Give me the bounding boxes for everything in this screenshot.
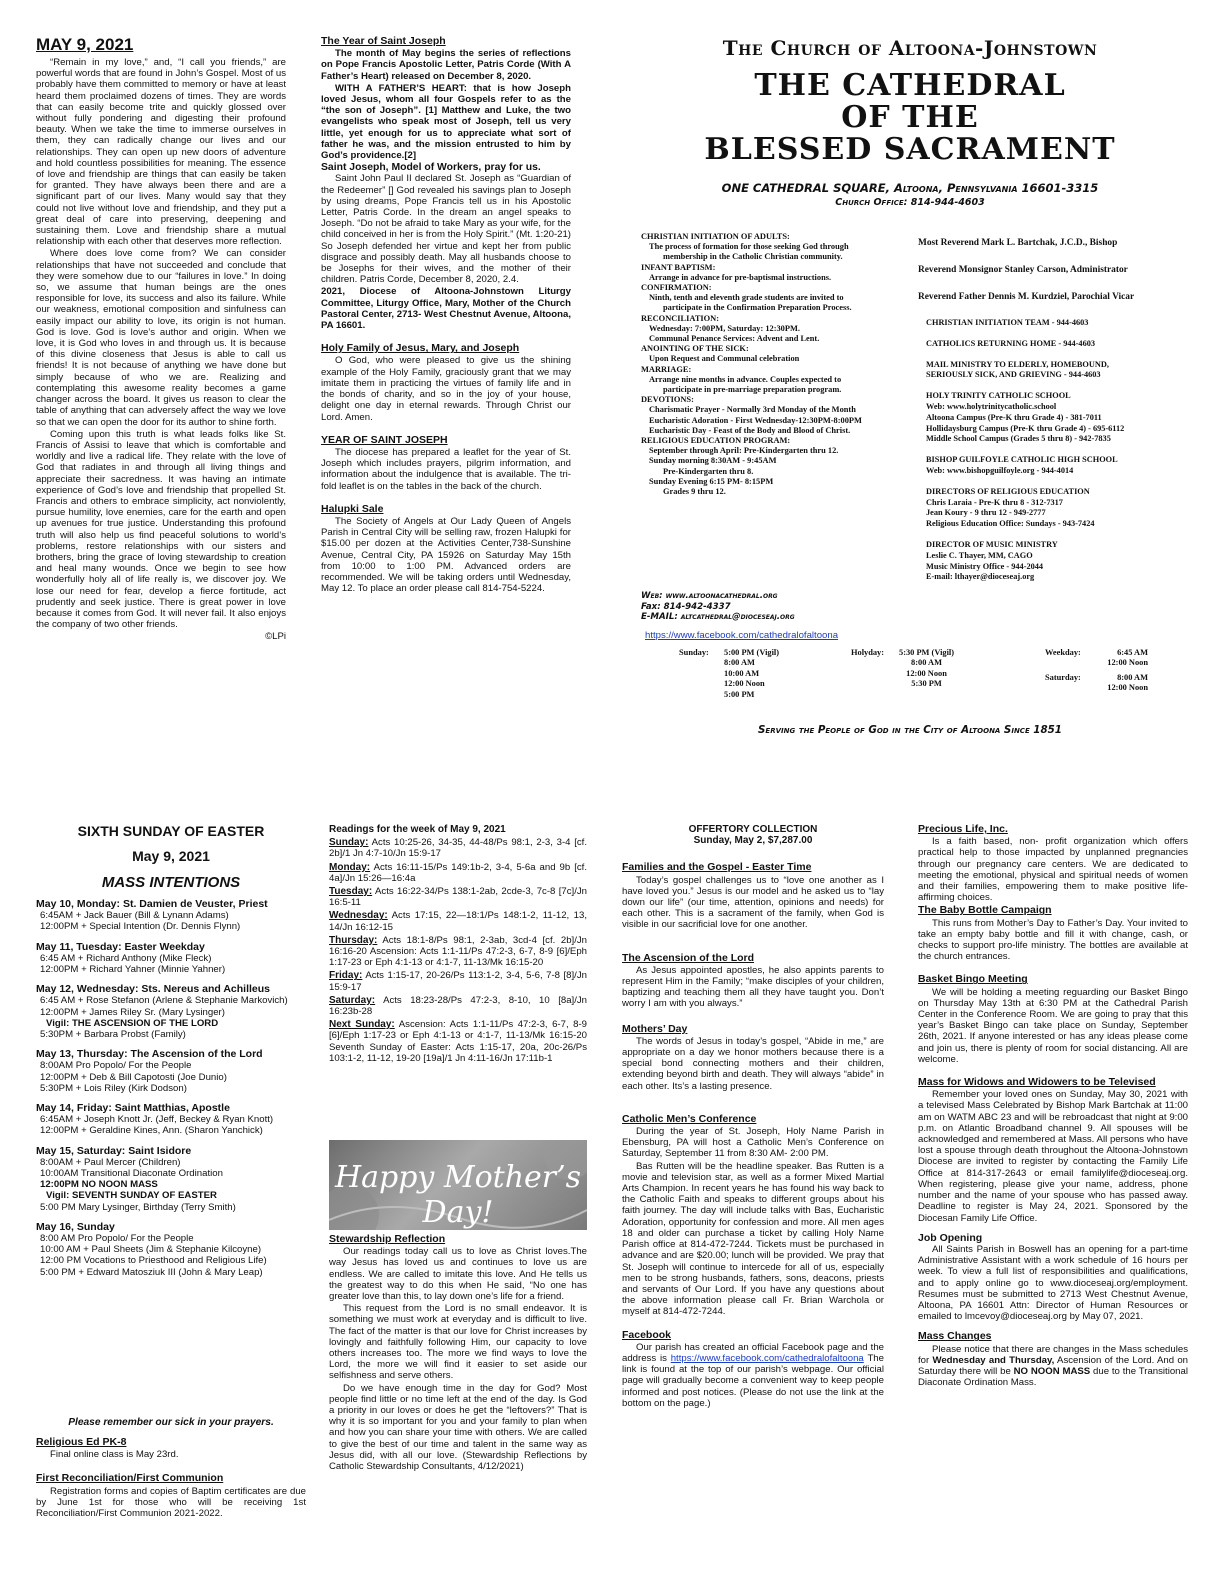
contact-line: DIRECTOR OF MUSIC MINISTRY	[926, 539, 1058, 549]
basket-bingo-text: We will be holding a meeting reguarding our Basket Bingo on Thursday May 13th at 6:30 PM at the Cathedral Parish Center in the Conference Room. We are going to pray that this year’s Basket Bingo can take place on Sunday, September 26th, 2021. If anyone interested or has any ideas please come and join us, there is plenty of room for social distancing. All are welcome.	[918, 986, 1188, 1065]
service-detail: Wednesday: 7:00PM, Saturday: 12:30PM.	[649, 323, 800, 333]
service-heading: CHRISTIAN INITIATION OF ADULTS:	[641, 232, 790, 241]
intention-line: 12:00PM + Richard Yahner (Minnie Yahner)	[40, 964, 226, 976]
reading-day: Sunday:	[329, 837, 369, 849]
intention-day: May 13, Thursday: The Ascension of the Lord	[36, 1048, 263, 1061]
leaflet-text: The diocese has prepared a leaflet for the year of St. Joseph which includes prayers, pilgrim information, and information about the indulgence that is available. The tri-fold leaflet is on the tables in the back of the church.	[321, 446, 571, 492]
facebook-text-post: The link is found at the top of our parish’s webpage. Our official page will gradually become a convenient way to keep people informed and post notices. (Please do not use the link at the bottom on the page.)	[622, 1352, 884, 1409]
service-detail: membership in the Catholic Christian community.	[663, 252, 843, 262]
church-address: ONE CATHEDRAL SQUARE, Altoona, Pennsylvania 16601-3315	[721, 181, 1099, 195]
reading-day: Tuesday:	[329, 886, 373, 898]
sunday-mass-time: 5:00 PM (Vigil)	[724, 648, 780, 657]
holyday-mass-time: 5:30 PM (Vigil)	[899, 648, 955, 657]
reading-entry	[329, 862, 587, 884]
right-column	[918, 824, 1188, 1389]
reading-entry	[329, 886, 587, 908]
mothers-day-title: Mothers’ Day	[622, 1022, 688, 1035]
mothers-day-text: The words of Jesus in today’s gospel, “Abide in me,” are appropriate on a day we honor mothers because there is a special bond connecting mothers and their children, extending beyond birth and death. They will always “abide” in each other. Its’s a lasting presence.	[622, 1035, 884, 1092]
contact-line: CHRISTIAN INITIATION TEAM - 944-4603	[926, 318, 1089, 327]
service-heading: ANOINTING OF THE SICK:	[641, 344, 749, 354]
fax-number: Fax: 814-942-4337	[641, 601, 731, 612]
intention-line: 12:00PM + Special Intention (Dr. Dennis Flynn)	[40, 921, 241, 933]
intention-day: May 12, Wednesday: Sts. Nereus and Achilleus	[36, 983, 270, 996]
reflection-paragraph: Coming upon this truth is what leads folks like St. Francis of Assisi to leave that which is comfortable and worldly and live a radical life. They relate with the love of God that radiates in and through all living things and appreciate their sacredness. It was having an intimate experience of God’s love and friendship that propelled St. Francis and others to embrace simplicity, act nonviolently, pursue humility, love enemies, care for the earth and open up avenues for true justice. Understanding this profound truth will also help us find peaceful solutions to world’s problems, restore relationships with our sisters and brothers, bring the grace of loving stewardship to creation and heal many wounds. Once we begin to see how wonderfully holy all of life really is, we discover joy. We lose our need for fear, develop a fierce fortitude, act prudently and seek justice. There is great power in love because it comes from God. It will never fail. It also enjoys the company of two other friends.	[36, 428, 286, 631]
year-of-st-joseph-title: The Year of Saint Joseph	[321, 35, 446, 47]
intention-line: 12:00PM + Geraldine Kines, Ann. (Sharon Yanchick)	[40, 1125, 263, 1137]
intention-line: 12:00PM + James Riley Sr. (Mary Lysinger)	[40, 1006, 225, 1018]
intention-line: 12:00PM NO NOON MASS	[40, 1179, 158, 1191]
halupki-text: The Society of Angels at Our Lady Queen of Angels Parish in Central City will be selling raw, frozen Halupki for $15.00 per dozen at the Activities Center,738-Sunshine Avenue, Central City, PA 15926 on Saturday May 15th from 10:00 to 1:00 PM. Advanced orders are recommended. We will be taking orders until Wednesday, May 12. To place an order please call 814-754-5224.	[321, 515, 571, 595]
holy-family-text: O God, who were pleased to give us the shining example of the Holy Family, graciously grant that we may imitate them in practicing the virtues of family life and in the bonds of charity, and so in the joy of your house, delight one day in eternal rewards. Through Christ our Lord. Amen.	[321, 355, 571, 423]
reading-citations: Acts 1:15-17, 20-26/Ps 113:1-2, 3-4, 5-6, 7-8 [8]/Jn 15:9-17	[329, 970, 587, 993]
intention-line: 12:00PM + Deb & Bill Capotosti (Joe Dunio)	[40, 1071, 227, 1083]
reading-entry	[329, 837, 587, 859]
intention-day: May 15, Saturday: Saint Isidore	[36, 1144, 192, 1157]
facebook-page-link[interactable]: https://www.facebook.com/cathedralofaltoona	[670, 1352, 864, 1364]
no-noon-mass: NO NOON MASS	[1013, 1365, 1091, 1377]
basket-bingo-title: Basket Bingo Meeting	[918, 973, 1028, 986]
model-credit: 2021, Diocese of Altoona-Johnstown Liturgy Committee, Liturgy Office, Mary, Mother of the Church Pastoral Center, 2713- West Chestnut Avenue, Altoona, PA 16601.	[321, 286, 571, 332]
contact-line: Jean Koury - 9 thru 12 - 949-2777	[926, 508, 1046, 518]
contact-group	[926, 339, 1196, 350]
ministry-contacts	[926, 318, 1196, 593]
contact-line: E-mail: lthayer@dioceseaj.org	[926, 572, 1035, 582]
holyday-times	[899, 648, 954, 690]
leaflet-title: YEAR OF SAINT JOSEPH	[321, 433, 448, 446]
reading-day: Monday:	[329, 861, 371, 873]
mens-conference-text: During the year of St. Joseph, Holy Name Parish in Ebensburg, PA will host a Catholic Men’s Conference on Saturday, September 11 from 8:30 AM- 2:00 PM.	[622, 1126, 884, 1160]
ascension-title: The Ascension of the Lord	[622, 951, 755, 964]
stewardship-title: Stewardship Reflection	[329, 1233, 446, 1245]
weekday-times	[1096, 648, 1148, 669]
contact-line: Chris Laraia - Pre-K thru 8 - 312-7317	[926, 497, 1063, 507]
contact-group	[926, 540, 1196, 583]
holyday-label: Holyday:	[851, 648, 885, 657]
intention-day: May 16, Sunday	[36, 1220, 115, 1233]
baby-bottle-text: This runs from Mother’s Day to Father’s Day. Your invited to take an empty baby bottle and fill it with change, cash, or checks to support pro-life ministry. The bottles are available at the church entrances.	[918, 917, 1188, 963]
contact-line: MAIL MINISTRY TO ELDERLY, HOMEBOUND,	[926, 359, 1109, 369]
reading-entry	[329, 970, 587, 992]
contact-block	[641, 591, 901, 623]
saturday-times	[1096, 673, 1148, 694]
model-of-workers-title: Saint Joseph, Model of Workers, pray for us.	[321, 162, 541, 174]
credit: ©LPi	[265, 631, 286, 643]
reading-entry	[329, 1019, 587, 1064]
contact-line: Leslie C. Thayer, MM, CAGO	[926, 550, 1033, 560]
intention-line: 5:00 PM Mary Lysinger, Birthday (Terry Smith)	[40, 1201, 236, 1213]
service-detail: The process of formation for those seeking God through	[649, 242, 849, 252]
holyday-mass-time: 5:30 PM	[911, 679, 942, 689]
reading-day: Friday:	[329, 970, 363, 982]
service-detail: Sunday morning 8:30AM - 9:45AM	[649, 456, 777, 466]
service-detail: Charismatic Prayer - Normally 3rd Monday of the Month	[649, 405, 856, 415]
stewardship-block	[329, 1234, 587, 1473]
holyday-mass-time: 12:00 Noon	[906, 668, 947, 678]
sunday-mass-time: 12:00 Noon	[724, 679, 765, 689]
sunday-mass-time: 10:00 AM	[724, 668, 760, 678]
church-name: The Church of Altoona-Johnstown	[722, 36, 1098, 60]
service-detail: Communal Penance Services: Advent and Lent.	[649, 334, 820, 344]
mass-changes-pre: Please notice that there are changes in the Mass schedules for	[918, 1343, 1188, 1366]
contact-line: SERIOUSLY SICK, AND GRIEVING - 944-4603	[926, 370, 1101, 380]
mass-changes-text	[918, 1344, 1188, 1389]
reading-entry	[329, 910, 587, 932]
religious-ed-block	[36, 1437, 306, 1520]
job-opening-title: Job Opening	[918, 1231, 983, 1244]
mass-changes-title: Mass Changes	[918, 1330, 992, 1343]
reflection-paragraph: Where does love come from? We can consider relationships that have not succeeded and conclude that they were somehow due to our “failures in love.” In doing so, we assume that human beings are the ones responsible for love, its success and also its failure. While our weakness, emotional composition and sinfulness can easily impact our ability to love, its origin is not human. God is love. God is love’s author and origin. When we love, it is God who loves in and through us. It is because of this divine closeness that Jesus is able to call us friends! It is not because of anything we have done but simply because of who we are. Realizing and contemplating this awesome reality becomes a game changer across the board. It gives us reason to clear the table of anything that can adversely affect the way we love so that we can open the door for its author to shine forth.	[36, 248, 286, 428]
banner-text: Happy Mother’s Day!	[334, 1160, 582, 1230]
service-detail: Eucharistic Adoration - First Wednesday-12:30PM-8:00PM	[649, 415, 862, 425]
halupki-title: Halupki Sale	[321, 502, 384, 515]
sick-prayer-note: Please remember our sick in your prayers.	[68, 1417, 274, 1428]
cathedral-title-line: OF THE	[841, 100, 979, 135]
mass-changes-days: Wednesday and Thursday,	[932, 1354, 1055, 1366]
cathedral-title-line: THE CATHEDRAL	[754, 68, 1066, 103]
intention-line: 8:00AM + Paul Mercer (Children)	[40, 1156, 181, 1168]
readings-list	[329, 837, 587, 1064]
holyday-mass-time: 8:00 AM	[911, 658, 942, 668]
intention-line: 5:30PM + Barbara Probst (Family)	[40, 1029, 186, 1041]
contact-line: Religious Education Office: Sundays - 943-7424	[926, 519, 1095, 529]
contact-line: Web: www.holytrinitycatholic.school	[926, 401, 1057, 411]
intentions-title: MASS INTENTIONS	[101, 874, 241, 891]
readings-column	[329, 824, 587, 1064]
religious-ed-title: Religious Ed PK-8	[36, 1436, 127, 1448]
clergy-name: Reverend Father Dennis M. Kurdziel, Parochial Vicar	[918, 292, 1135, 302]
clergy-list	[918, 238, 1188, 303]
services-list	[641, 232, 906, 497]
offertory-amount: Sunday, May 2, $7,287.00	[693, 835, 813, 847]
service-detail: Eucharistic Day - Feast of the Body and Blood of Christ.	[649, 425, 851, 435]
weekday-mass-time: 6:45 AM	[1117, 648, 1148, 657]
contact-group	[926, 360, 1196, 382]
intention-line: 6:45 AM + Rose Stefanon (Arlene & Stephanie Markovich)	[40, 995, 288, 1007]
service-detail: Sunday Evening 6:15 PM- 8:15PM	[649, 476, 774, 486]
mothers-day-banner	[329, 1140, 587, 1230]
service-heading: RECONCILIATION:	[641, 313, 720, 323]
service-detail: Upon Request and Communal celebration	[649, 354, 800, 364]
tagline: Serving the People of God in the City of Altoona Since 1851	[758, 724, 1062, 736]
contact-line: CATHOLICS RETURNING HOME - 944-4603	[926, 338, 1096, 348]
mass-changes-mid: Ascension of the Lord. And on Saturday there will be	[918, 1354, 1188, 1377]
first-communion-text: Registration forms and copies of Baptim certificates are due by June 1st for those who will be receiving 1st Reconciliation/First Communion 2021-2022.	[36, 1485, 306, 1520]
sunday-times	[724, 648, 779, 700]
service-detail: participate in pre-marriage preparation program.	[663, 385, 842, 395]
families-gospel-title: Families and the Gospel - Easter Time	[622, 861, 812, 874]
intention-line: 12:00 PM Vocations to Priesthood and Religious Life)	[40, 1255, 267, 1267]
sunday-title: SIXTH SUNDAY OF EASTER	[77, 823, 265, 839]
fathers-heart: WITH A FATHER’S HEART: that is how Joseph loved Jesus, whom all four Gospels refer to as the “the son of Joseph”. [1] Matthew and Luke, the two evangelists who speak most of Joseph, tell us very little, yet enough for us to appreciate what sort of father he was, and the mission entrusted to him by God’s providence.[2]	[321, 82, 571, 162]
reading-citations: Acts 16:11-15/Ps 149:1b-2, 3-4, 5-6a and 9b [cf. 4a]/Jn 15:26—16:4a	[329, 861, 587, 884]
precious-life-text: Is a faith based, non- profit organization which offers practical help to those impacted by unplanned pregnancies through our pregnancy care centers. We are dedicated to meeting the emotional, physical and spiritual needs of women and their families, empowering them to make positive life-affirming choices.	[918, 836, 1188, 904]
job-opening-text: All Saints Parish in Boswell has an opening for a part-time Administrative Assistant with a work schedule of 16 hours per week. To view a full list of responsibilities and qualifications, and to apply online go to www.dioceseaj.org/employment. Resumes must be submitted to 2713 West Chestnut Avenue, Altoona, PA 16601 Attn: Director of Human Resources or emailed to lmcevoy@dioceseaj.org by May 07, 2021.	[918, 1243, 1188, 1323]
service-detail: Arrange nine months in advance. Couples expected to	[649, 374, 842, 384]
intention-line: 8:00 AM Pro Popolo/ For the People	[40, 1233, 194, 1245]
stewardship-paragraph: Our readings today call us to love as Christ loves.The way Jesus has loved us and continues to love us are endless. We are called to imitate this love. And He tells us the greatest way to do this when He said, “No one has greater love than this, to lay down one’s life for a friend.	[329, 1246, 587, 1303]
contact-group	[926, 455, 1196, 477]
contact-line: Web: www.bishopguilfoyle.org - 944-4014	[926, 465, 1074, 475]
widows-mass-title: Mass for Widows and Widowers to be Televised	[918, 1076, 1156, 1089]
intention-day: May 10, Monday: St. Damien de Veuster, Priest	[36, 898, 268, 910]
service-detail: Pre-Kindergarten thru 8.	[663, 466, 754, 476]
contact-group	[926, 318, 1196, 329]
reading-citations: Acts 18:1-8/Ps 98:1, 2-3ab, 3cd-4 [cf. 2b]/Jn 16:16-20 Ascension: Acts 1:1-11/Ps 47:2-3, 6-7, 8-9 [6]/Eph 1:17-23 or Eph 4:1-13 or 4:1-7, 11-13/Mk 16:15-20	[329, 934, 587, 969]
reading-citations: Acts 16:22-34/Ps 138:1-2ab, 2cde-3, 7c-8 [7c]/Jn 16:5-11	[329, 886, 587, 909]
religious-ed-text: Final online class is May 23rd.	[50, 1449, 179, 1461]
intention-day: May 11, Tuesday: Easter Weekday	[36, 940, 205, 953]
date-title: MAY 9, 2021	[36, 35, 134, 54]
reading-citations: Acts 10:25-26, 34-35, 44-48/Ps 98:1, 2-3, 3-4 [cf. 2b]/1 Jn 4:7-10/Jn 15:9-17	[329, 837, 587, 860]
web-address[interactable]: Web: www.altoonacathedral.org	[641, 591, 778, 601]
mens-conference-text: Bas Rutten will be the headline speaker. Bas Rutten is a movie and television star, as well as a former Mixed Martial Arts Champion. In recent years he has found his way back to the Catholic Faith and speaks to different groups about his faith journey. The day will include talks with Bas, Eucharistic Adoration, opportunity for confession and more. All men ages 18 and older can purchase a ticket by calling Holy Name Parish office at 814-472-7244. Tickets must be purchased in advance and are $20.00; lunch will be provided. We pray that St. Joseph will continue to intercede for all of us, especially men to be strong husbands, fathers, sons, deacons, priests and servants of Our Lord. If you have any questions about the above information please call Fr. Brian Warchola or myself at 814-472-7244.	[622, 1160, 884, 1318]
saint-joseph-column	[321, 36, 571, 595]
readings-title: Readings for the week of May 9, 2021	[329, 824, 506, 835]
sunday-label: Sunday:	[679, 648, 709, 657]
saturday-label: Saturday:	[1045, 673, 1081, 682]
intention-line: 6:45 AM + Richard Anthony (Mike Fleck)	[40, 952, 212, 964]
reading-citations: Acts 18:23-28/Ps 47:2-3, 8-10, 10 [8a]/Jn 16:23b-28	[329, 994, 587, 1018]
service-heading: DEVOTIONS:	[641, 395, 694, 405]
reading-day: Thursday:	[329, 934, 378, 946]
reading-entry	[329, 935, 587, 969]
service-heading: CONFIRMATION:	[641, 283, 712, 293]
contact-group	[926, 391, 1196, 445]
facebook-link[interactable]: https://www.facebook.com/cathedralofaltoona	[645, 630, 839, 641]
offertory-title: OFFERTORY COLLECTION	[688, 824, 818, 835]
facebook-title: Facebook	[622, 1328, 672, 1341]
service-heading: RELIGIOUS EDUCATION PROGRAM:	[641, 436, 791, 446]
reading-day: Saturday:	[329, 994, 376, 1006]
mass-changes-post: due to the Transitional Diaconate Ordination Mass.	[918, 1365, 1188, 1389]
offertory-column	[622, 824, 884, 1410]
mens-conference-title: Catholic Men’s Conference	[622, 1112, 757, 1125]
contact-group	[926, 487, 1196, 530]
reading-citations: Ascension: Acts 1:1-11/Ps 47:2-3, 6-7, 8-9 [6]/Eph 1:17-23 or Eph 4:1-13 or 4:1-7, 11-13/Mk 16:15-20 Seventh Sunday of Easter: Acts 1:15-17, 20a, 20c-26/Ps 103:1-2, 11-12, 19-20 [19a]/1 Jn 4:11-16/Jn 17:11b-1	[329, 1019, 588, 1064]
contact-line: DIRECTORS OF RELIGIOUS EDUCATION	[926, 486, 1090, 496]
service-detail: Ninth, tenth and eleventh grade students are invited to	[649, 293, 844, 303]
service-detail: Arrange in advance for pre-baptismal instructions.	[649, 272, 832, 282]
service-detail: Grades 9 thru 12.	[663, 487, 726, 497]
sunday-mass-time: 8:00 AM	[724, 658, 755, 668]
reading-citations: Acts 17:15, 22—18:1/Ps 148:1-2, 11-12, 13, 14/Jn 16:12-15	[329, 910, 587, 933]
reflection-paragraph: “Remain in my love,” and, “I call you friends,” are powerful words that are found in John’s Gospel. Most of us probably have them committed to memory or have at least heard them proclaimed dozens of times. They are words that can easily become trite and quickly glossed over without fully pondering and digesting their profound beauty. When we take the time to immerse ourselves in them, they can radically change our lives and our relationships. They can open up new doors of adventure and hold countless possibilities for meaning. The essence of love and friendship are things that can easily be taken for granted. They have always been there and are a significant part of our lives. Many would say that they could not live without love and friendship, and they put a great deal of care into preserving, deepening and sustaining them. Love and friendship share a mutual relationship with each other that deserves more reflection.	[36, 57, 286, 248]
stewardship-paragraph: Do we have enough time in the day for God? Most people find little or no time left at the end of the day. Is God a priority in our loves or does he get the “leftovers?” That is why it is so important for you and your family to plan when and how you can share your time with others. We are called to give the best of our time and talent in the same way as Jesus did, with all our love. (Stewardship Reflections by Catholic Stewardship Consultants, 4/12/2021)	[329, 1382, 587, 1473]
model-text: Saint John Paul II declared St. Joseph as “Guardian of the Redeemer” [] God revealed his savings plan to Joseph by using dreams, Pope Francis tell us in his Apostolic Letter, Patris Corde. In the dream an angel speaks to Joseph. “Do not be afraid to take Mary as your wife, for the child conceived in her is from the Holy Spirit.” (Mt. 1:20-21) So Joseph defended her virtue and kept her from public disgrace and possibly death. May all husbands choose to be Josephs for their wives, and the mother of their children. Patris Corde, December 8, 2020, 2.4.	[321, 173, 571, 286]
intention-day: May 14, Friday: Saint Matthias, Apostle	[36, 1102, 230, 1115]
reading-day: Next Sunday:	[329, 1019, 395, 1031]
clergy-name: Reverend Monsignor Stanley Carson, Administrator	[918, 265, 1128, 275]
intention-line: 6:45AM + Jack Bauer (Bill & Lynann Adams)	[40, 910, 229, 922]
families-gospel-text: Today’s gospel challenges us to “love one another as I have loved you.” Jesus is our model and he asked us to “lay down our life” (our time, attention, opinions and needs) for each other. This is a sacrament of the family, when God is visible in our sacrificial love for one another.	[622, 874, 884, 931]
saturday-mass-time: 8:00 AM	[1117, 673, 1148, 682]
church-office-phone: Church Office: 814-944-4603	[835, 197, 985, 208]
intention-line: 10:00AM Transitional Diaconate Ordination	[40, 1168, 223, 1180]
service-heading: INFANT BAPTISM:	[641, 262, 716, 272]
stewardship-paragraph: This request from the Lord is no small endeavor. It is something we must work at everyday and is difficult to live. The fact of the matter is that our love for Christ increases by lovingly and faithfully following Him, our capacity to love others increases too. The more we find ways to love the Lord, the more we will find it easier to set aside our selfishness and serve others.	[329, 1303, 587, 1382]
facebook-text-pre: Our parish has created an official Facebook page and the address is	[622, 1341, 884, 1364]
baby-bottle-title: The Baby Bottle Campaign	[918, 904, 1052, 917]
ascension-text: As Jesus appointed apostles, he also appints parents to represent Him in the Family; “make disciples of your children, baptizing and teaching them all they have taught you. Don’t worry I am with you always.”	[622, 964, 884, 1010]
intention-line: 6:45AM + Joseph Knott Jr. (Jeff, Beckey & Ryan Knott)	[40, 1114, 274, 1126]
service-detail: September through April: Pre-Kindergarten thru 12.	[649, 446, 839, 456]
contact-line: Music Ministry Office - 944-2044	[926, 561, 1044, 571]
sunday-mass-time: 5:00 PM	[724, 689, 755, 699]
intention-line: 8:00AM Pro Popolo/ For the People	[40, 1060, 192, 1072]
intentions-list	[36, 899, 306, 1278]
widows-mass-text: Remember your loved ones on Sunday, May 30, 2021 with a televised Mass Celebrated by Bishop Mark Bartchak at 11:00 am on WATM ABC 23 and will be rebroadcast that night at 9:00 p.m. on Atlantic Broadband channel 9. All spouses will be acknowledged and remembered at Mass. All persons who have lost a spouse through death throughout the Altoona-Johnstown Diocese are invited to register by contacting the Family Life Office at 814-317-2643 or email familylife@dioceseaj.org. When registering, please give your name, address, phone number and the name of your spouse who has passed away. Deadline to register is May 24, 2021. Sponsored by the Diocesan Family Life Office.	[918, 1089, 1188, 1224]
intention-line: 5:00 PM + Edward Matosziuk III (John & Mary Leap)	[40, 1266, 263, 1278]
service-detail: participate in the Confirmation Preparation Process.	[663, 303, 852, 313]
contact-line: Altoona Campus (Pre-K thru Grade 4) - 381-7011	[926, 412, 1102, 422]
weekday-mass-time: 12:00 Noon	[1107, 658, 1148, 668]
first-communion-title: First Reconciliation/First Communion	[36, 1472, 224, 1485]
contact-line: Middle School Campus (Grades 5 thru 8) - 942-7835	[926, 434, 1111, 444]
cathedral-title-line: BLESSED SACRAMENT	[704, 132, 1116, 167]
reading-day: Wednesday:	[329, 910, 388, 922]
contact-line: BISHOP GUILFOYLE CATHOLIC HIGH SCHOOL	[926, 455, 1118, 465]
service-heading: MARRIAGE:	[641, 364, 692, 374]
weekday-label: Weekday:	[1045, 648, 1081, 657]
intention-line: Vigil: THE ASCENSION OF THE LORD	[46, 1017, 219, 1029]
year-intro: The month of May begins the series of reflections on Pope Francis Apostolic Letter, Patris Corde (With A Father’s Heart) released on December 8, 2020.	[321, 48, 571, 82]
contact-line: HOLY TRINITY CATHOLIC SCHOOL	[926, 391, 1071, 401]
contact-line: Hollidaysburg Campus (Pre-K thru Grade 4) - 695-6112	[926, 423, 1125, 433]
clergy-name: Most Reverend Mark L. Bartchak, J.C.D., Bishop	[918, 238, 1118, 248]
intentions-date: May 9, 2021	[132, 848, 210, 864]
intention-line: Vigil: SEVENTH SUNDAY OF EASTER	[46, 1190, 217, 1202]
precious-life-title: Precious Life, Inc.	[918, 823, 1008, 835]
mass-times	[641, 648, 1181, 710]
facebook-text	[622, 1342, 884, 1409]
intention-line: 5:30PM + Lois Riley (Kirk Dodson)	[40, 1082, 187, 1094]
saturday-mass-time: 12:00 Noon	[1107, 683, 1148, 693]
reflection-column	[36, 36, 286, 643]
email-address[interactable]: E-MAIL: altcathedral@dioceseaj.org	[641, 612, 795, 623]
holy-family-title: Holy Family of Jesus, Mary, and Joseph	[321, 342, 520, 355]
reading-entry	[329, 995, 587, 1017]
intention-line: 10:00 AM + Paul Sheets (Jim & Stephanie Kilcoyne)	[40, 1244, 262, 1256]
